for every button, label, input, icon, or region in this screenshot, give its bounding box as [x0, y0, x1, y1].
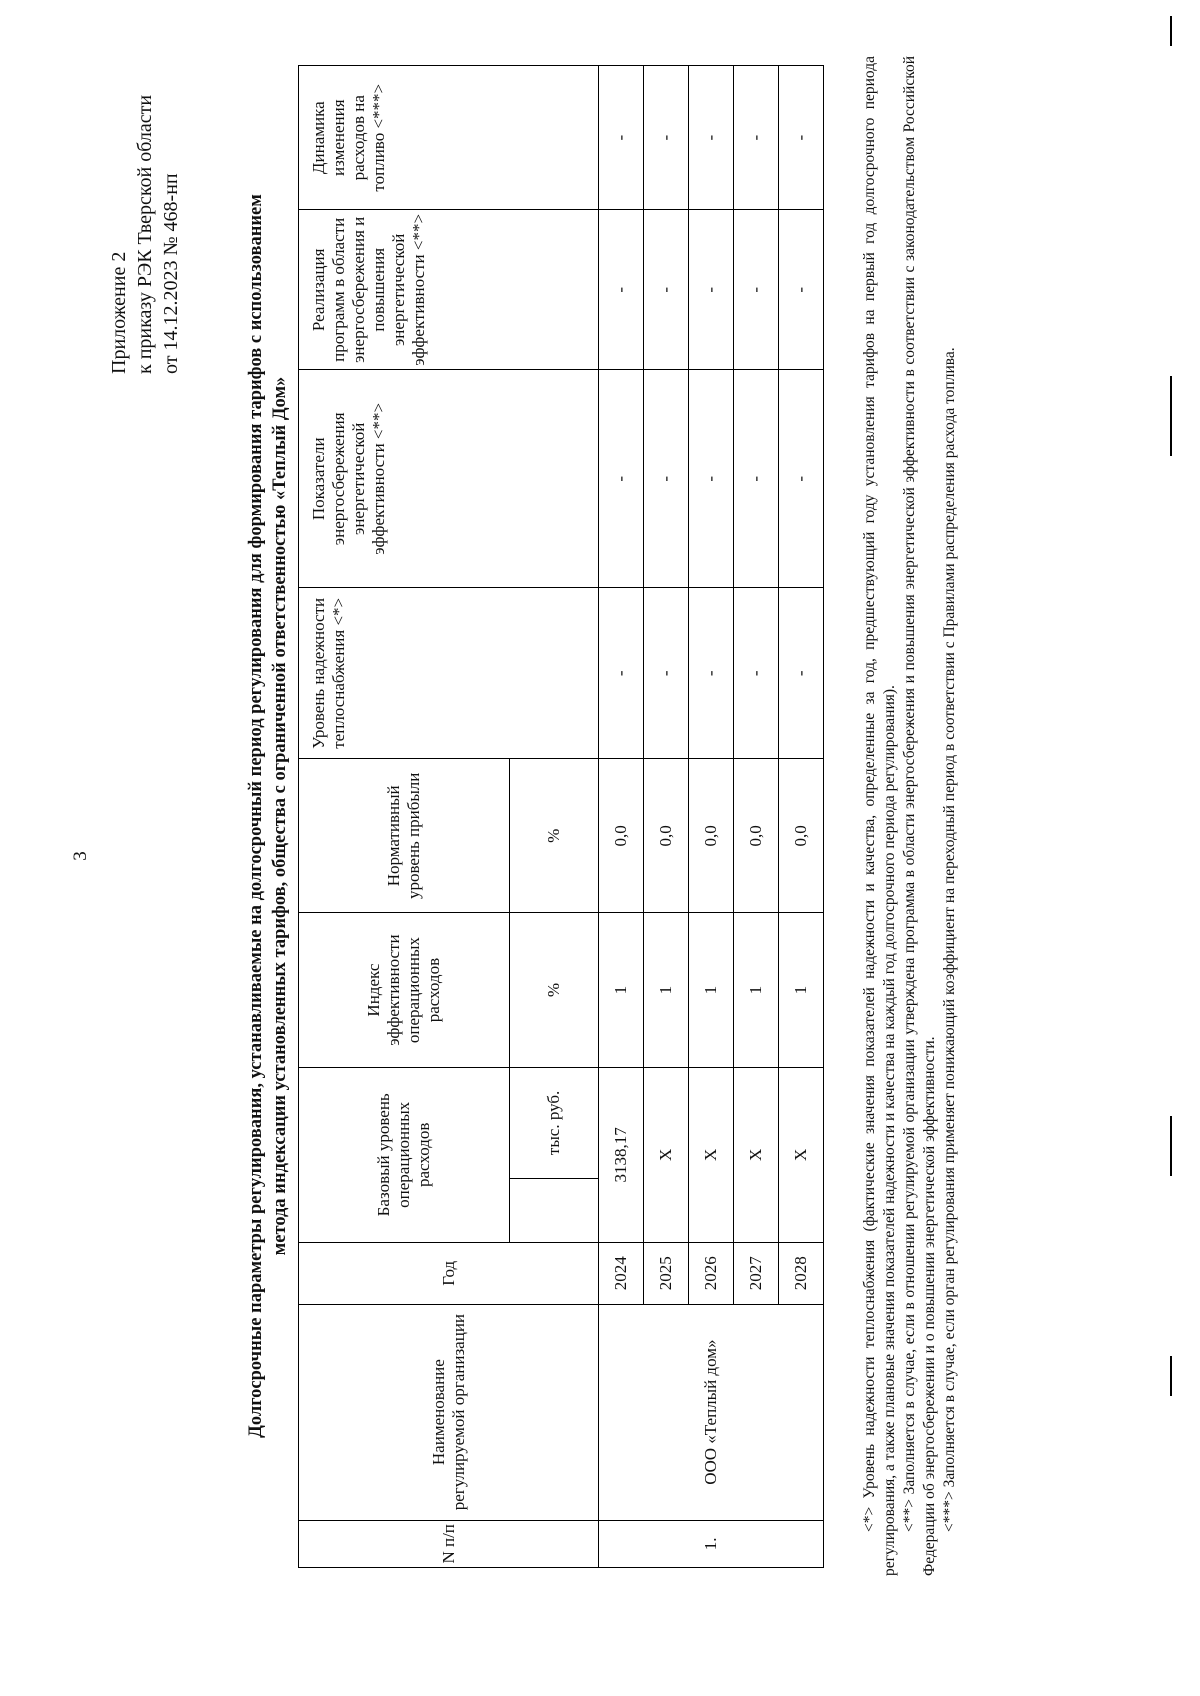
scan-mark: [1170, 1356, 1172, 1396]
cell-reliability: -: [779, 588, 824, 759]
header-base: Базовый уровень операционных расходов: [299, 1067, 510, 1242]
footnote-2: <**> Заполняется в случае, если в отношении регулируемой организации утверждена программа в области энергосбережения и повышения энергетической эффективности в соответствии с законодательством Российской Федерации об энергосбережении и о повышении энергетической эффективности.: [901, 56, 938, 1576]
cell-reliability: -: [644, 588, 689, 759]
header-index: Индекс эффективности операционных расходов: [299, 913, 510, 1067]
cell-energy: -: [599, 370, 644, 588]
appendix-block: [106, 95, 184, 374]
page-number: 3: [70, 851, 91, 861]
cell-year: 2028: [779, 1242, 824, 1304]
footnote-1: <*> Уровень надежности теплоснабжения (фактические значения показателей надежности и качества, определенные за год, предшествующий году установления тарифов на первый год долгосрочного периода регулирования, а также плановые значения показателей надежности и качества на каждый год долгосрочного периода регулирования).: [861, 56, 898, 1576]
cell-reliability: -: [734, 588, 779, 759]
cell-energy: -: [644, 370, 689, 588]
header-year: Год: [299, 1242, 599, 1304]
cell-programs: -: [689, 210, 734, 370]
appendix-line-1: Приложение 2: [108, 251, 130, 374]
cell-year: 2026: [689, 1242, 734, 1304]
cell-profit: 0,0: [599, 759, 644, 913]
cell-fuel: -: [599, 66, 644, 210]
scan-mark: [1170, 16, 1172, 46]
cell-reliability: -: [689, 588, 734, 759]
unit-base: тыс. руб.: [510, 1067, 599, 1178]
cell-profit: 0,0: [689, 759, 734, 913]
cell-index: 1: [779, 913, 824, 1067]
cell-fuel: -: [734, 66, 779, 210]
header-num: N п/п: [299, 1520, 599, 1567]
cell-fuel: -: [644, 66, 689, 210]
title-line-1: Долгосрочные параметры регулирования, устанавливаемые на долгосрочный период регулирования для формирования тарифов с использованием: [246, 194, 266, 1438]
scan-mark: [1170, 1116, 1172, 1176]
header-fuel: Динамика изменения расходов на топливо <***>: [299, 66, 599, 210]
scan-mark: [1170, 376, 1172, 456]
unit-profit: %: [510, 759, 599, 913]
cell-profit: 0,0: [644, 759, 689, 913]
cell-base: Х: [689, 1067, 734, 1242]
cell-energy: -: [734, 370, 779, 588]
cell-base: 3138,17: [599, 1067, 644, 1242]
units-empty: [510, 1179, 599, 1243]
cell-fuel: -: [689, 66, 734, 210]
cell-programs: -: [599, 210, 644, 370]
header-reliability: Уровень надежности теплоснабжения <*>: [299, 588, 599, 759]
header-energy: Показатели энергосбережения энергетической эффективности <**>: [299, 370, 599, 588]
org-name: ООО «Теплый дом»: [599, 1304, 824, 1520]
parameters-table: [298, 65, 824, 1568]
cell-base: Х: [644, 1067, 689, 1242]
appendix-line-2: к приказу РЭК Тверской области: [134, 94, 156, 374]
cell-energy: -: [689, 370, 734, 588]
cell-index: 1: [599, 913, 644, 1067]
org-number: 1.: [599, 1520, 824, 1567]
cell-base: Х: [734, 1067, 779, 1242]
cell-programs: -: [734, 210, 779, 370]
cell-profit: 0,0: [779, 759, 824, 913]
appendix-line-3: от 14.12.2023 № 468-нп: [160, 173, 182, 374]
cell-index: 1: [689, 913, 734, 1067]
document-title: [244, 56, 292, 1576]
header-profit: Нормативный уровень прибыли: [299, 759, 510, 913]
footnote-3: <***> Заполняется в случае, если орган регулирования применяет понижающий коэффициент на переходный период в соответствии с Правилами распределения расхода топлива.: [941, 347, 958, 1532]
cell-year: 2027: [734, 1242, 779, 1304]
cell-index: 1: [734, 913, 779, 1067]
cell-fuel: -: [779, 66, 824, 210]
header-org: Наименование регулируемой организации: [299, 1304, 599, 1520]
cell-programs: -: [779, 210, 824, 370]
header-programs: Реализация программ в области энергосбережения и повышения энергетической эффективности <**>: [299, 210, 599, 370]
cell-profit: 0,0: [734, 759, 779, 913]
cell-year: 2025: [644, 1242, 689, 1304]
cell-reliability: -: [599, 588, 644, 759]
cell-index: 1: [644, 913, 689, 1067]
cell-programs: -: [644, 210, 689, 370]
title-line-2: метода индексации установленных тарифов, общества с ограниченной ответственностью «Теплый Дом»: [270, 376, 290, 1256]
table-row: [599, 66, 644, 1568]
cell-base: Х: [779, 1067, 824, 1242]
header-row: [299, 66, 510, 1568]
cell-year: 2024: [599, 1242, 644, 1304]
footnotes: [860, 56, 960, 1576]
cell-energy: -: [779, 370, 824, 588]
unit-index: %: [510, 913, 599, 1067]
